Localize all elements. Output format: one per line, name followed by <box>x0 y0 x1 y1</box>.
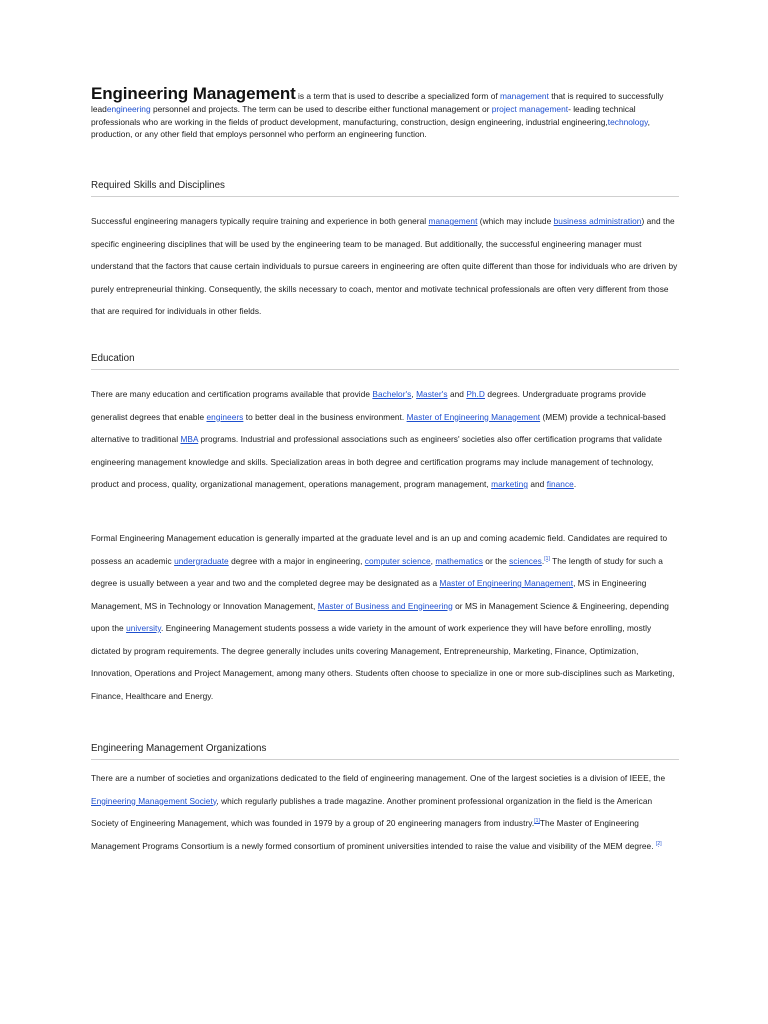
paragraph-text: degree with a major in engineering, <box>228 555 365 566</box>
link-computer-science[interactable]: computer science <box>364 555 431 566</box>
link-engineering-management-society[interactable]: Engineering Management Society <box>91 795 217 806</box>
paragraph-text: degrees. Undergraduate programs provide generalist degrees that enable <box>91 389 647 422</box>
skills-paragraph <box>91 210 681 323</box>
paragraph-text: ) and the specific engineering disciplines that will be used by the engineering team to be managed. But additionally, the successful engineering manager must understand that the factors that cause certain individuals to pursue careers in engineering are often quite different than those for individuals who are driven by purely entrepreneurial thinking. Consequently, the skills necessary to coach, mentor and motivate technical professionals are often very different from those that are required for individuals in other fields. <box>91 216 678 316</box>
section-heading-education: Education <box>91 353 679 370</box>
paragraph-text: or MS in Management Science & Engineering, depending upon the <box>91 600 669 633</box>
link-technology[interactable]: technology <box>607 116 648 127</box>
paragraph-text: programs. Industrial and professional associations such as engineers' societies also offer certification programs that validate engineering management knowledge and skills. Specialization areas in both degree and certification programs may include management of technology, product and process, quality, organizational management, operations management, program management, <box>91 434 663 489</box>
page-title: Engineering Management <box>91 84 296 103</box>
citation-link[interactable]: [1] <box>534 818 540 824</box>
paragraph-text: Formal Engineering Management education is generally imparted at the graduate level and is an up and coming academic field. Candidates are required to possess an academic <box>91 533 668 566</box>
link-mathematics[interactable]: mathematics <box>435 555 483 566</box>
link-masters[interactable]: Master's <box>416 389 448 399</box>
intro-text: , production, or any other field that employs personnel who perform an engineering function. <box>91 116 650 140</box>
link-master-of-engineering-management[interactable]: Master of Engineering Management <box>439 578 574 588</box>
paragraph-text: . Engineering Management students possess a wide variety in the amount of work experience they will have before enrolling, mostly dictated by program requirements. The degree generally includes units covering Management, Entrepreneurship, Marketing, Finance, Optimization, Innovation, Operations and Project Management, among many others. Students often choose to specialize in one or more sub-disciplines such as Marketing, Finance, Healthcare and Energy. <box>91 623 675 701</box>
section-heading-organizations: Engineering Management Organizations <box>91 743 679 760</box>
paragraph-text: or the <box>482 555 510 566</box>
intro-paragraph <box>91 84 681 141</box>
education-paragraph-2 <box>91 527 681 707</box>
link-management[interactable]: management <box>428 216 478 226</box>
link-sciences[interactable]: sciences <box>509 555 542 566</box>
paragraph-text: , <box>411 389 417 399</box>
paragraph-text: and <box>528 479 547 489</box>
link-business-administration[interactable]: business administration <box>553 216 642 226</box>
paragraph-text: , which regularly publishes a trade magazine. Another prominent professional organization in the field is the American Society of Engineering Management, which was founded in 1979 by a group of 20 engineering managers from industry. <box>91 795 653 828</box>
link-master-of-business-and-engineering[interactable]: Master of Business and Engineering <box>317 600 453 611</box>
link-marketing[interactable]: marketing <box>491 479 528 489</box>
link-management[interactable]: management <box>500 91 549 101</box>
paragraph-text: . <box>573 479 577 489</box>
link-undergraduate[interactable]: undergraduate <box>174 555 229 566</box>
link-university[interactable]: university <box>126 623 161 633</box>
paragraph-text: to better deal in the business environment. <box>243 411 407 422</box>
link-bachelors[interactable]: Bachelor's <box>372 389 412 399</box>
paragraph-text: There are a number of societies and organizations dedicated to the field of engineering management. One of the largest societies is a division of IEEE, the <box>91 773 666 783</box>
citation-link[interactable]: [1] <box>544 555 550 562</box>
paragraph-text: , <box>430 555 436 566</box>
paragraph-text: There are many education and certification programs available that provide <box>91 389 373 399</box>
citation-ref <box>656 841 662 847</box>
link-engineers[interactable]: engineers <box>206 411 244 422</box>
education-paragraph-1 <box>91 383 681 496</box>
paragraph-text: Successful engineering managers typically require training and experience in both general <box>91 216 429 226</box>
intro-text: - leading technical professionals who are working in the fields of product development, manufacturing, construction, design engineering, industrial engineering, <box>91 103 636 127</box>
link-project-management[interactable]: project management <box>491 103 569 114</box>
link-master-of-engineering-management[interactable]: Master of Engineering Management <box>406 411 541 422</box>
intro-text: is a term that is used to describe a specialized form of <box>295 91 501 101</box>
intro-text: personnel and projects. The term can be used to describe either functional management or <box>150 103 492 114</box>
link-engineering[interactable]: engineering <box>106 103 151 114</box>
link-phd[interactable]: Ph.D <box>466 389 485 399</box>
paragraph-text: , MS in Engineering Management, MS in Technology or Innovation Management, <box>91 578 647 611</box>
citation-link[interactable]: [2] <box>655 840 662 847</box>
section-heading-skills: Required Skills and Disciplines <box>91 180 679 197</box>
organizations-paragraph <box>91 767 681 857</box>
paragraph-text: (MEM) provide a technical-based alternative to traditional <box>91 411 666 444</box>
paragraph-text: . <box>541 555 545 566</box>
paragraph-text: The length of study for such a degree is usually between a year and two and the completed degree may be designated as a <box>91 555 663 588</box>
paragraph-text: The Master of Engineering Management Programs Consortium is a newly formed consortium of prominent universities intended to raise the value and visibility of the MEM degree. <box>91 818 656 851</box>
intro-text: that is required to successfully lead <box>91 91 664 114</box>
paragraph-text: and <box>447 389 467 399</box>
link-finance[interactable]: finance <box>546 479 574 489</box>
paragraph-text: (which may include <box>477 216 554 226</box>
link-mba[interactable]: MBA <box>180 434 199 444</box>
